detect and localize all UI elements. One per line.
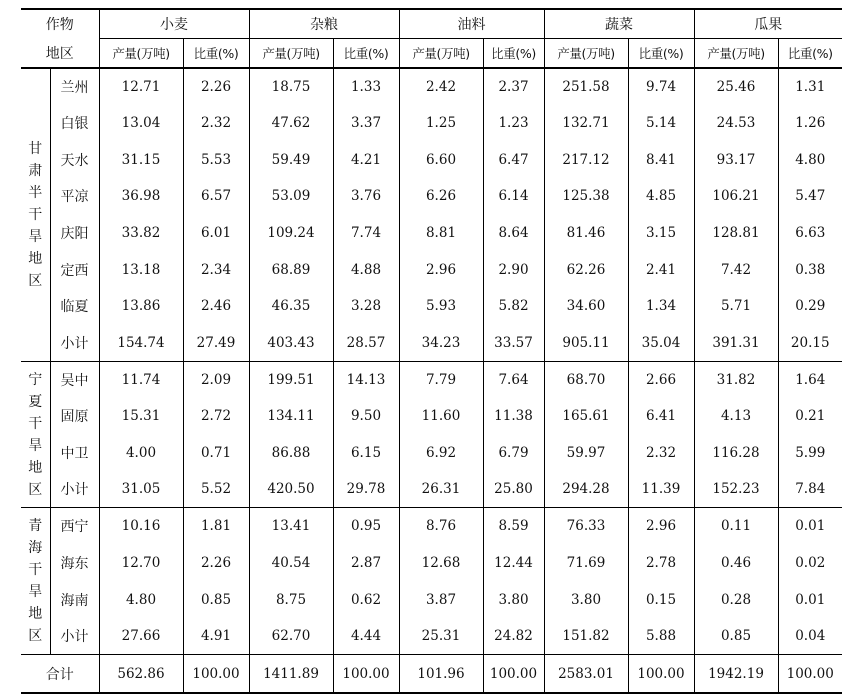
output-cell: 12.70 [99, 545, 183, 582]
total-output-cell: 1942.19 [694, 655, 778, 694]
region-name: 中卫 [50, 435, 99, 472]
output-cell: 7.42 [694, 251, 778, 288]
share-cell: 1.23 [483, 105, 544, 142]
output-cell: 40.54 [249, 545, 333, 582]
subheader-output: 产量(万吨) [694, 38, 778, 68]
share-cell: 7.74 [333, 215, 399, 252]
share-cell: 9.74 [628, 68, 694, 105]
subheader-output: 产量(万吨) [544, 38, 628, 68]
share-cell: 28.57 [333, 325, 399, 362]
region-name: 天水 [50, 141, 99, 178]
crop-header-wheat: 小麦 [99, 9, 249, 38]
output-cell: 0.28 [694, 581, 778, 618]
region-name: 固原 [50, 398, 99, 435]
share-cell: 5.52 [183, 471, 249, 508]
output-cell: 46.35 [249, 288, 333, 325]
share-cell: 3.15 [628, 215, 694, 252]
subheader-share: 比重(%) [183, 38, 249, 68]
crop-header-oilseed: 油料 [399, 9, 544, 38]
total-share-cell: 100.00 [333, 655, 399, 694]
output-cell: 3.87 [399, 581, 483, 618]
region-name: 小计 [50, 471, 99, 508]
region-name: 小计 [50, 618, 99, 655]
share-cell: 2.32 [628, 435, 694, 472]
region-name: 兰州 [50, 68, 99, 105]
output-cell: 8.76 [399, 508, 483, 545]
share-cell: 29.78 [333, 471, 399, 508]
output-cell: 62.26 [544, 251, 628, 288]
share-cell: 8.41 [628, 141, 694, 178]
share-cell: 8.64 [483, 215, 544, 252]
subheader-output: 产量(万吨) [399, 38, 483, 68]
output-cell: 71.69 [544, 545, 628, 582]
region-name: 庆阳 [50, 215, 99, 252]
subheader-output: 产量(万吨) [99, 38, 183, 68]
share-cell: 2.78 [628, 545, 694, 582]
crop-header-grains: 杂粮 [249, 9, 399, 38]
output-cell: 59.97 [544, 435, 628, 472]
share-cell: 0.02 [778, 545, 842, 582]
output-cell: 125.38 [544, 178, 628, 215]
output-cell: 151.82 [544, 618, 628, 655]
share-cell: 6.57 [183, 178, 249, 215]
output-cell: 93.17 [694, 141, 778, 178]
table-row [21, 545, 842, 582]
total-row [21, 655, 842, 694]
output-cell: 25.31 [399, 618, 483, 655]
share-cell: 6.41 [628, 398, 694, 435]
share-cell: 5.47 [778, 178, 842, 215]
output-cell: 8.81 [399, 215, 483, 252]
output-cell: 12.71 [99, 68, 183, 105]
output-cell: 86.88 [249, 435, 333, 472]
output-cell: 18.75 [249, 68, 333, 105]
output-cell: 6.92 [399, 435, 483, 472]
output-cell: 3.80 [544, 581, 628, 618]
region-name: 白银 [50, 105, 99, 142]
output-cell: 5.93 [399, 288, 483, 325]
output-cell: 116.28 [694, 435, 778, 472]
output-cell: 134.11 [249, 398, 333, 435]
total-share-cell: 100.00 [183, 655, 249, 694]
total-output-cell: 2583.01 [544, 655, 628, 694]
table-body [21, 68, 842, 693]
output-cell: 294.28 [544, 471, 628, 508]
share-cell: 2.26 [183, 68, 249, 105]
table-row [21, 435, 842, 472]
region-name: 平凉 [50, 178, 99, 215]
share-cell: 0.62 [333, 581, 399, 618]
region-header-label: 地区 [21, 38, 99, 68]
crop-production-table [21, 8, 842, 694]
share-cell: 2.26 [183, 545, 249, 582]
share-cell: 4.21 [333, 141, 399, 178]
share-cell: 2.90 [483, 251, 544, 288]
share-cell: 2.34 [183, 251, 249, 288]
output-cell: 13.04 [99, 105, 183, 142]
share-cell: 3.37 [333, 105, 399, 142]
table-row [21, 215, 842, 252]
table-row [21, 68, 842, 105]
output-cell: 154.74 [99, 325, 183, 362]
output-cell: 31.82 [694, 361, 778, 398]
share-cell: 11.38 [483, 398, 544, 435]
output-cell: 13.41 [249, 508, 333, 545]
output-cell: 59.49 [249, 141, 333, 178]
share-cell: 6.79 [483, 435, 544, 472]
share-cell: 0.29 [778, 288, 842, 325]
share-cell: 0.21 [778, 398, 842, 435]
share-cell: 1.34 [628, 288, 694, 325]
total-label: 合计 [21, 655, 99, 694]
output-cell: 53.09 [249, 178, 333, 215]
output-cell: 11.60 [399, 398, 483, 435]
share-cell: 0.85 [183, 581, 249, 618]
share-cell: 1.81 [183, 508, 249, 545]
crop-header-fruits: 瓜果 [694, 9, 842, 38]
share-cell: 0.15 [628, 581, 694, 618]
table-row [21, 105, 842, 142]
output-cell: 109.24 [249, 215, 333, 252]
total-share-cell: 100.00 [778, 655, 842, 694]
share-cell: 1.33 [333, 68, 399, 105]
output-cell: 24.53 [694, 105, 778, 142]
share-cell: 3.28 [333, 288, 399, 325]
region-name: 吴中 [50, 361, 99, 398]
share-cell: 2.09 [183, 361, 249, 398]
output-cell: 4.00 [99, 435, 183, 472]
total-share-cell: 100.00 [483, 655, 544, 694]
share-cell: 2.96 [628, 508, 694, 545]
output-cell: 6.60 [399, 141, 483, 178]
share-cell: 4.80 [778, 141, 842, 178]
subtotal-row [21, 618, 842, 655]
share-cell: 6.63 [778, 215, 842, 252]
output-cell: 4.80 [99, 581, 183, 618]
share-cell: 6.14 [483, 178, 544, 215]
subheader-share: 比重(%) [483, 38, 544, 68]
total-share-cell: 100.00 [628, 655, 694, 694]
share-cell: 9.50 [333, 398, 399, 435]
table-row [21, 398, 842, 435]
share-cell: 35.04 [628, 325, 694, 362]
share-cell: 6.01 [183, 215, 249, 252]
region-name: 西宁 [50, 508, 99, 545]
output-cell: 1.25 [399, 105, 483, 142]
total-output-cell: 1411.89 [249, 655, 333, 694]
crop-header-vegetables: 蔬菜 [544, 9, 694, 38]
share-cell: 24.82 [483, 618, 544, 655]
output-cell: 68.70 [544, 361, 628, 398]
output-cell: 106.21 [694, 178, 778, 215]
share-cell: 6.15 [333, 435, 399, 472]
subheader-share: 比重(%) [778, 38, 842, 68]
share-cell: 20.15 [778, 325, 842, 362]
share-cell: 5.88 [628, 618, 694, 655]
region-name: 临夏 [50, 288, 99, 325]
output-cell: 152.23 [694, 471, 778, 508]
share-cell: 6.47 [483, 141, 544, 178]
share-cell: 2.32 [183, 105, 249, 142]
share-cell: 2.41 [628, 251, 694, 288]
output-cell: 31.05 [99, 471, 183, 508]
share-cell: 33.57 [483, 325, 544, 362]
table-row [21, 508, 842, 545]
output-cell: 251.58 [544, 68, 628, 105]
share-cell: 4.91 [183, 618, 249, 655]
total-output-cell: 562.86 [99, 655, 183, 694]
share-cell: 0.38 [778, 251, 842, 288]
output-cell: 10.16 [99, 508, 183, 545]
output-cell: 47.62 [249, 105, 333, 142]
table-row [21, 581, 842, 618]
output-cell: 13.18 [99, 251, 183, 288]
output-cell: 26.31 [399, 471, 483, 508]
group-label: 青 海 干 旱 地 区 [21, 508, 50, 655]
share-cell: 2.66 [628, 361, 694, 398]
output-cell: 6.26 [399, 178, 483, 215]
region-name: 定西 [50, 251, 99, 288]
output-cell: 11.74 [99, 361, 183, 398]
output-cell: 36.98 [99, 178, 183, 215]
table-row [21, 288, 842, 325]
share-cell: 3.80 [483, 581, 544, 618]
share-cell: 2.87 [333, 545, 399, 582]
output-cell: 68.89 [249, 251, 333, 288]
share-cell: 27.49 [183, 325, 249, 362]
output-cell: 15.31 [99, 398, 183, 435]
share-cell: 14.13 [333, 361, 399, 398]
subheader-share: 比重(%) [628, 38, 694, 68]
output-cell: 31.15 [99, 141, 183, 178]
output-cell: 0.46 [694, 545, 778, 582]
output-cell: 76.33 [544, 508, 628, 545]
output-cell: 420.50 [249, 471, 333, 508]
subheader-share: 比重(%) [333, 38, 399, 68]
share-cell: 4.88 [333, 251, 399, 288]
output-cell: 81.46 [544, 215, 628, 252]
output-cell: 217.12 [544, 141, 628, 178]
output-cell: 62.70 [249, 618, 333, 655]
output-cell: 33.82 [99, 215, 183, 252]
output-cell: 2.96 [399, 251, 483, 288]
output-cell: 34.23 [399, 325, 483, 362]
table-row [21, 178, 842, 215]
output-cell: 905.11 [544, 325, 628, 362]
share-cell: 0.01 [778, 508, 842, 545]
output-cell: 5.71 [694, 288, 778, 325]
output-cell: 27.66 [99, 618, 183, 655]
share-cell: 25.80 [483, 471, 544, 508]
table-row [21, 141, 842, 178]
share-cell: 0.01 [778, 581, 842, 618]
output-cell: 403.43 [249, 325, 333, 362]
crop-header-label: 作物 [21, 9, 99, 38]
group-label: 甘 肃 半 干 旱 地 区 [21, 68, 50, 361]
output-cell: 8.75 [249, 581, 333, 618]
share-cell: 4.44 [333, 618, 399, 655]
share-cell: 5.99 [778, 435, 842, 472]
output-cell: 2.42 [399, 68, 483, 105]
output-cell: 128.81 [694, 215, 778, 252]
output-cell: 12.68 [399, 545, 483, 582]
share-cell: 3.76 [333, 178, 399, 215]
share-cell: 5.82 [483, 288, 544, 325]
share-cell: 2.46 [183, 288, 249, 325]
table-row [21, 251, 842, 288]
output-cell: 0.11 [694, 508, 778, 545]
region-name: 海东 [50, 545, 99, 582]
region-name: 小计 [50, 325, 99, 362]
share-cell: 8.59 [483, 508, 544, 545]
output-cell: 391.31 [694, 325, 778, 362]
share-cell: 1.64 [778, 361, 842, 398]
share-cell: 0.04 [778, 618, 842, 655]
output-cell: 199.51 [249, 361, 333, 398]
share-cell: 12.44 [483, 545, 544, 582]
output-cell: 0.85 [694, 618, 778, 655]
output-cell: 4.13 [694, 398, 778, 435]
share-cell: 1.31 [778, 68, 842, 105]
subheader-output: 产量(万吨) [249, 38, 333, 68]
table-row [21, 361, 842, 398]
share-cell: 4.85 [628, 178, 694, 215]
share-cell: 5.53 [183, 141, 249, 178]
share-cell: 11.39 [628, 471, 694, 508]
share-cell: 0.95 [333, 508, 399, 545]
subtotal-row [21, 325, 842, 362]
total-output-cell: 101.96 [399, 655, 483, 694]
output-cell: 34.60 [544, 288, 628, 325]
share-cell: 7.84 [778, 471, 842, 508]
share-cell: 0.71 [183, 435, 249, 472]
share-cell: 1.26 [778, 105, 842, 142]
share-cell: 2.37 [483, 68, 544, 105]
share-cell: 2.72 [183, 398, 249, 435]
output-cell: 165.61 [544, 398, 628, 435]
output-cell: 13.86 [99, 288, 183, 325]
group-label: 宁 夏 干 旱 地 区 [21, 361, 50, 508]
output-cell: 132.71 [544, 105, 628, 142]
share-cell: 5.14 [628, 105, 694, 142]
output-cell: 7.79 [399, 361, 483, 398]
subtotal-row [21, 471, 842, 508]
output-cell: 25.46 [694, 68, 778, 105]
share-cell: 7.64 [483, 361, 544, 398]
region-name: 海南 [50, 581, 99, 618]
